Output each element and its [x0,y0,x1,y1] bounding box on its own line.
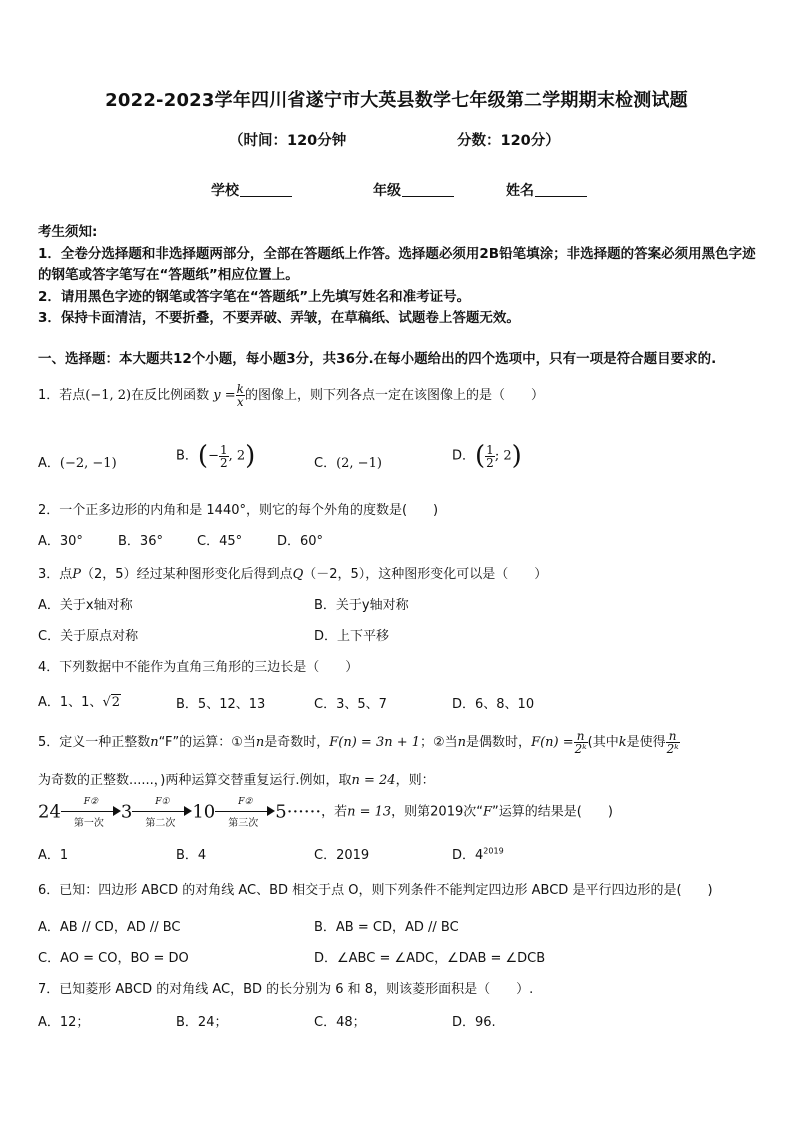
question-2: 2．一个正多边形的内角和是 1440°，则它的每个外角的度数是( ) [38,503,439,518]
question-4: 4．下列数据中不能作为直角三角形的三边长是（ ） [38,660,359,675]
q3-option-a[interactable]: A．关于x轴对称 [38,598,133,613]
q1-point: (−1, 2) [85,388,132,403]
name-blank[interactable] [535,182,587,197]
school-label: 学校 [211,183,239,199]
q1-text: 1．若点 [38,388,86,403]
question-1 [38,383,544,408]
name-field [506,180,587,200]
notice-item: 3．保持卡面清洁，不要折叠，不要弄破、弄皱，在草稿纸、试题卷上答题无效。 [38,310,520,326]
q1-option-c[interactable]: C．(2, −1) [314,456,382,471]
chain-arrow: F② 第一次 [61,797,121,827]
q6-option-d[interactable]: D．∠ABC = ∠ADC，∠DAB = ∠DCB [314,951,546,966]
q1-option-b[interactable]: B．(− $\frac{1}{2}$ , 2) [176,441,256,471]
question-5-line1: 5．定义一种正整数n“F”的运算：①当n是奇数时，F(n) = 3n + 1；②当n是偶数时，F(n) = $\frac{n}{\text{2ᵏ}}$ (其中k是使得 $\frac{n}{\text{2ᵏ}}$ [38,729,679,756]
q1-text: 的图像上，则下列各点一定在该图像上的是（ ） [244,388,544,403]
q5-option-b[interactable]: B．4 [176,848,207,863]
question-3: 3．点P（2，5）经过某种图形变化后得到点Q（－2，5），这种图形变化可以是（ ） [38,567,548,582]
q6-option-b[interactable]: B．AB = CD，AD // BC [314,920,459,935]
q1-func: y = [213,388,236,403]
q1-fraction: $\frac{k}{x}$ [236,382,244,409]
q3-option-c[interactable]: C．关于原点对称 [38,629,139,644]
notice-heading: 考生须知: [38,224,98,240]
q1-text: 在反比例函数 [131,388,210,403]
grade-blank[interactable] [402,182,454,197]
notice-block [38,222,758,330]
q3-option-d[interactable]: D．上下平移 [314,629,390,644]
q7-option-b[interactable]: B．24； [176,1015,228,1030]
chain-arrow: F② 第三次 [215,797,275,827]
question-6: 6．已知：四边形 ABCD 的对角线 AC、BD 相交于点 O，则下列条件不能判定四边形 ABCD 是平行四边形的是( ) [38,883,713,898]
q5-option-c[interactable]: C．2019 [314,848,370,863]
grade-field [373,180,454,200]
chain-number: 24 [38,801,61,823]
q2-option-c[interactable]: C．45° [197,534,243,549]
q1-option-a[interactable]: A．(−2, −1) [38,456,117,471]
q4-option-b[interactable]: B．5、12、13 [176,697,266,712]
q7-option-d[interactable]: D．96. [452,1015,496,1030]
q5-option-d[interactable]: D．$4^{2019}$ [452,846,504,863]
school-field [211,180,292,200]
question-5-line2: 为奇数的正整数......，)两种运算交替重复运行.例如，取n = 24，则： [38,773,435,788]
notice-item: 2．请用黑色字迹的钢笔或答字笔在“答题纸”上先填写姓名和准考证号。 [38,288,471,305]
q6-option-a[interactable]: A．AB // CD，AD // BC [38,920,181,935]
q4-option-c[interactable]: C．3、5、7 [314,697,387,712]
q4-option-a[interactable]: A．1、1、√2 [38,695,121,710]
q7-option-a[interactable]: A．12； [38,1015,90,1030]
q3-option-b[interactable]: B．关于y轴对称 [314,598,409,613]
notice-item: 1．全卷分选择题和非选择题两部分，全部在答题纸上作答。选择题必须用2B铅笔填涂；非选择题的答案必须用黑色字迹的钢笔或答字笔写在“答题纸”相应位置上。 [38,245,756,283]
name-label: 姓名 [506,183,534,199]
q2-option-a[interactable]: A．30° [38,534,83,549]
exam-score: 分数：120分） [457,133,560,149]
section-heading: 一、选择题：本大题共12个小题，每小题3分，共36分.在每小题给出的四个选项中，只有一项是符合题目要求的. [38,351,717,367]
question-7: 7．已知菱形 ABCD 的对角线 AC，BD 的长分别为 6 和 8，则该菱形面积是（ ）. [38,982,534,997]
q6-option-c[interactable]: C．AO = CO，BO = DO [38,951,189,966]
q7-option-c[interactable]: C．48； [314,1015,366,1030]
q5-option-a[interactable]: A．1 [38,848,69,863]
q1-option-d[interactable]: D．( $\frac{1}{2}$ ; 2) [452,441,522,471]
chain-number: 10 [192,801,216,823]
chain-number: 5······ [275,801,322,823]
q2-option-d[interactable]: D．60° [277,534,324,549]
school-blank[interactable] [240,182,292,197]
q5-chain: 24 F② 第一次 3 F① 第二次 10 F② 第三次 5······，若n = 13，则第2019次“F”运算的结果是( ) [38,797,613,829]
page-title: 2022-2023学年四川省遂宁市大英县数学七年级第二学期期末检测试题 [105,90,688,111]
chain-arrow: F① 第二次 [132,797,192,827]
q2-option-b[interactable]: B．36° [118,534,163,549]
exam-time: （时间：120分钟 [229,133,347,149]
chain-number: 3 [120,801,133,823]
q4-option-d[interactable]: D．6、8、10 [452,697,535,712]
grade-label: 年级 [373,183,401,199]
